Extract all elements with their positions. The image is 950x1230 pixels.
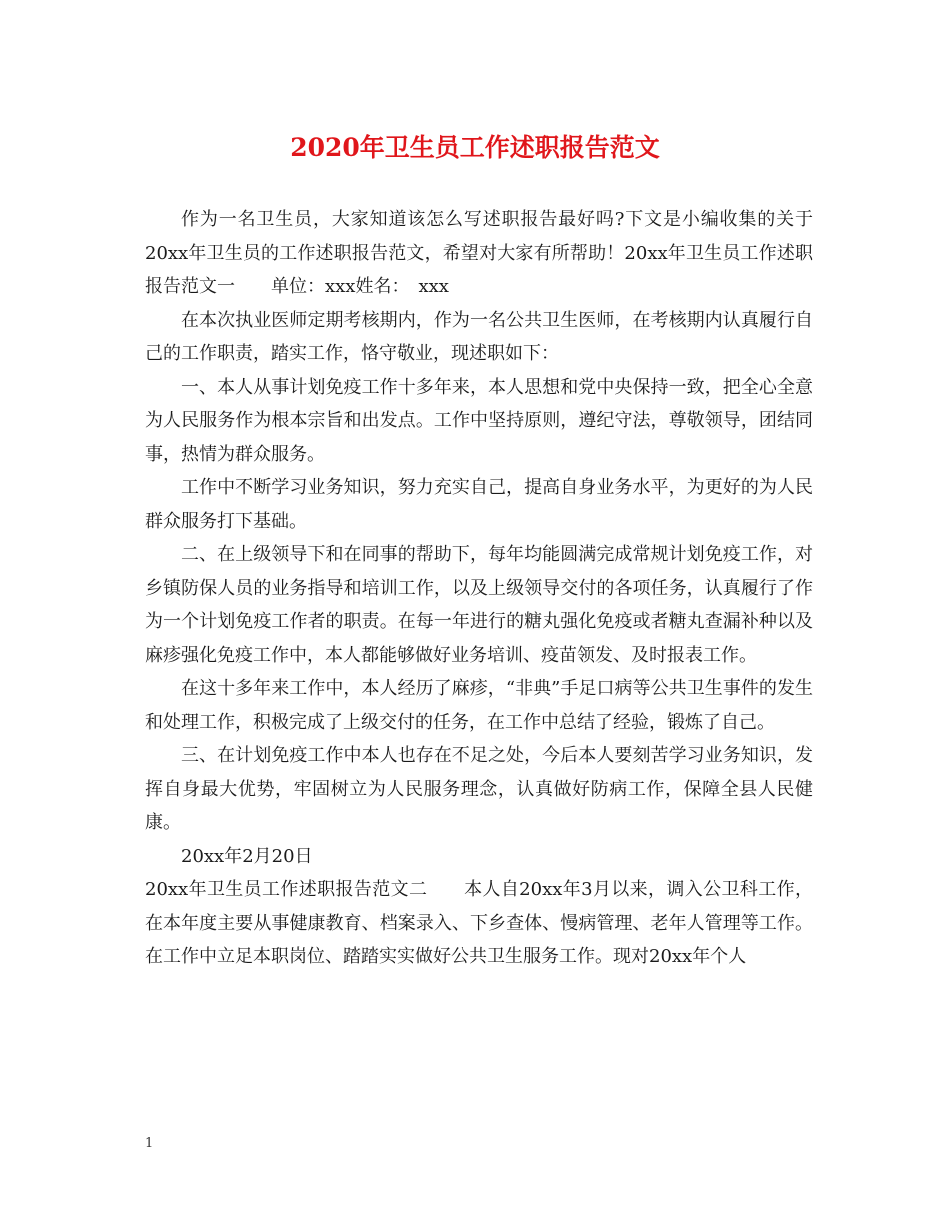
paragraph-report-two: 20xx年卫生员工作述职报告范文二 本人自20xx年3月以来，调入公卫科工作，在本年度主要从事健康教育、档案录入、下乡查体、慢病管理、老年人管理等工作。在工作中立足本职岗位、踏踏实实做好公共卫生服务工作。现对20xx年个人	[145, 879, 813, 967]
paragraph-section-three: 三、在计划免疫工作中本人也存在不足之处，今后本人要刻苦学习业务知识，发挥自身最大优势，牢固树立为人民服务理念，认真做好防病工作，保障全县人民健康。	[145, 745, 813, 833]
paragraph-section-two: 二、在上级领导下和在同事的帮助下，每年均能圆满完成常规计划免疫工作，对乡镇防保人员的业务指导和培训工作，以及上级领导交付的各项任务，认真履行了作为一个计划免疫工作者的职责。在每一年进行的糖丸强化免疫或者糖丸查漏补种以及麻疹强化免疫工作中，本人都能够做好业务培训、疫苗领发、及时报表工作。	[145, 544, 813, 666]
paragraph-experience: 在这十多年来工作中，本人经历了麻疹，“非典”手足口病等公共卫生事件的发生和处理工作，积极完成了上级交付的任务，在工作中总结了经验，锻炼了自己。	[145, 678, 813, 733]
paragraph-date: 20xx年2月20日	[181, 845, 313, 867]
paragraph-study: 工作中不断学习业务知识，努力充实自己，提高自身业务水平，为更好的为人民群众服务打下基础。	[145, 477, 813, 532]
document-body	[145, 203, 813, 974]
page-number: 1	[145, 1136, 154, 1151]
document-title: 2020年卫生员工作述职报告范文	[290, 133, 660, 162]
paragraph-section-one: 一、本人从事计划免疫工作十多年来，本人思想和党中央保持一致，把全心全意为人民服务作为根本宗旨和出发点。工作中坚持原则，遵纪守法，尊敬领导，团结同事，热情为群众服务。	[145, 376, 813, 465]
paragraph-assessment: 在本次执业医师定期考核期内，作为一名公共卫生医师，在考核期内认真履行自己的工作职责，踏实工作，恪守敬业，现述职如下：	[145, 309, 813, 364]
paragraph-intro: 作为一名卫生员，大家知道该怎么写述职报告最好吗?下文是小编收集的关于20xx年卫生员的工作述职报告范文，希望对大家有所帮助！20xx年卫生员工作述职报告范文一 单位：xxx姓名： xxx	[145, 209, 813, 297]
